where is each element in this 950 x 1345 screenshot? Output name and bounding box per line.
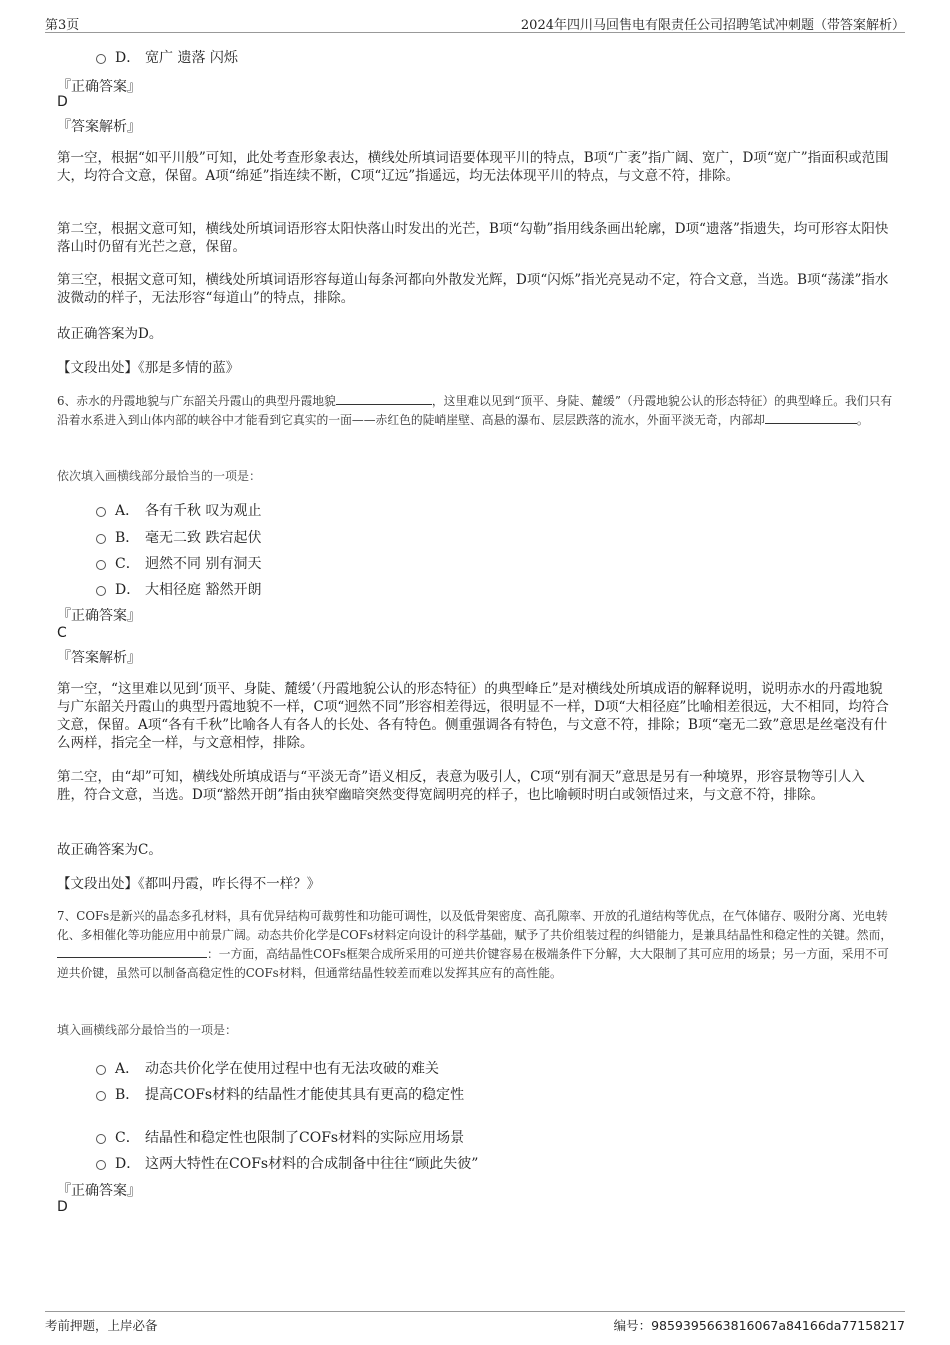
q6-source: 【文段出处】《都叫丹霞，咋长得不一样？》	[57, 876, 321, 892]
q7-answer-label: 『正确答案』	[57, 1183, 141, 1199]
q6-stem: 6、赤水的丹霞地貌与广东韶关丹霞山的典型丹霞地貌 ，这里难以见到“顶平、身陡、麓缓”（丹霞地貌公认的形态特征）的典型峰丘。我们只有沿着水系进入到山体内部的峡谷中才能看到它真实的一面——赤红色的陡峭崖壁、高悬的瀑布、层层跌落的流水，外面平淡无奇，内部却 。	[57, 394, 893, 427]
document-code: 编号：9859395663816067a84166da77158217	[613, 1318, 905, 1333]
q5-conclusion: 故正确答案为D。	[57, 326, 163, 342]
q7-instruction: 填入画横线部分最恰当的一项是：	[57, 1023, 238, 1037]
footer-slogan: 考前押题，上岸必备	[45, 1318, 158, 1333]
radio-icon[interactable]	[96, 54, 106, 64]
blank	[336, 392, 432, 405]
q6-answer-label: 『正确答案』	[57, 608, 141, 624]
page-header	[45, 12, 905, 33]
page-number: 第3页	[45, 18, 80, 33]
q6-option-b[interactable]: B． 毫无二致 跌宕起伏	[96, 527, 261, 547]
radio-icon[interactable]	[96, 534, 106, 544]
q7-option-d[interactable]: D． 这两大特性在COFs材料的合成制备中往往“顾此失彼”	[96, 1153, 478, 1173]
blank	[57, 945, 207, 958]
q5-answer: D	[57, 94, 68, 110]
q5-option-d[interactable]: D． 宽广 遗落 闪烁	[96, 47, 238, 67]
q6-option-a[interactable]: A． 各有千秋 叹为观止	[96, 500, 261, 520]
q7-option-a[interactable]: A． 动态共价化学在使用过程中也有无法攻破的难关	[96, 1058, 439, 1078]
q5-analysis-p1: 第一空，根据“如平川般”可知，此处考查形象表达，横线处所填词语要体现平川的特点，B项“广袤”指广阔、宽广，D项“宽广”指面积或范围大，均符合文意，保留。A项“绵延”指连续不断，C项“辽远”指遥远，均无法体现平川的特点，与文意不符，排除。	[57, 150, 889, 184]
document-title: 2024年四川马回售电有限责任公司招聘笔试冲刺题（带答案解析）	[520, 18, 905, 33]
q6-analysis-p2: 第二空，由“却”可知，横线处所填成语与“平淡无奇”语义相反，表意为吸引人，C项“别有洞天”意思是另有一种境界，形容景物等引人入胜，符合文意，当选。D项“豁然开朗”指由狭窄幽暗突然变得宽阔明亮的样子，也比喻顿时明白或领悟过来，与文意不符，排除。	[57, 769, 865, 803]
blank	[765, 411, 857, 424]
radio-icon[interactable]	[96, 507, 106, 517]
q7-stem: 7、COFs是新兴的晶态多孔材料，具有优异结构可裁剪性和功能可调性，以及低骨架密度、高孔隙率、开放的孔道结构等优点，在气体储存、吸附分离、光电转化、多相催化等功能应用中前景广阔。动态共价化学是COFs材料定向设计的科学基础，赋予了共价组装过程的纠错能力，是兼具结晶性和稳定性的关键。然而，：一方面，高结晶性COFs框架合成所采用的可逆共价键容易在极端条件下分解，大大限制了其可应用的场景；另一方面，采用不可逆共价键，虽然可以制备高稳定性的COFs材料，但通常结晶性较差而难以发挥其应有的高性能。	[57, 909, 893, 980]
radio-icon[interactable]	[96, 1065, 106, 1075]
page-footer	[45, 1311, 905, 1338]
radio-icon[interactable]	[96, 560, 106, 570]
q7-answer: D	[57, 1199, 68, 1215]
q6-answer: C	[57, 625, 67, 641]
q7-option-b[interactable]: B． 提高COFs材料的结晶性才能使其具有更高的稳定性	[96, 1084, 464, 1104]
radio-icon[interactable]	[96, 1160, 106, 1170]
q6-conclusion: 故正确答案为C。	[57, 842, 162, 858]
q5-analysis-p3: 第三空，根据文意可知，横线处所填词语形容每道山每条河都向外散发光辉，D项“闪烁”指光亮晃动不定，符合文意，当选。B项“荡漾”指水波微动的样子，无法形容“每道山”的特点，排除。	[57, 272, 889, 306]
q5-analysis-p2: 第二空，根据文意可知，横线处所填词语形容太阳快落山时发出的光芒，B项“勾勒”指用线条画出轮廓，D项“遗落”指遗失，均可形容太阳快落山时仍留有光芒之意，保留。	[57, 221, 889, 255]
q7-option-c[interactable]: C． 结晶性和稳定性也限制了COFs材料的实际应用场景	[96, 1127, 464, 1147]
q6-analysis-label: 『答案解析』	[57, 650, 141, 666]
q6-option-d[interactable]: D． 大相径庭 豁然开朗	[96, 579, 261, 599]
radio-icon[interactable]	[96, 586, 106, 596]
q5-analysis-label: 『答案解析』	[57, 119, 141, 135]
q6-analysis-p1: 第一空，“这里难以见到‘顶平、身陡、麓缓’（丹霞地貌公认的形态特征）的典型峰丘”是对横线处所填成语的解释说明，说明赤水的丹霞地貌与广东韶关丹霞山的典型丹霞地貌不一样，C项“迥然不同”形容相差得远，很明显不一样，D项“大相径庭”比喻相差很远，大不相同，均符合文意，保留。A项“各有千秋”比喻各人有各人的长处、各有特色。侧重强调各有特色，与文意不符，排除；B项“毫无二致”意思是丝毫没有什么两样，指完全一样，与文意相悖，排除。	[57, 681, 889, 751]
q5-answer-label: 『正确答案』	[57, 79, 141, 95]
radio-icon[interactable]	[96, 1134, 106, 1144]
radio-icon[interactable]	[96, 1091, 106, 1101]
q6-option-c[interactable]: C． 迥然不同 别有洞天	[96, 553, 261, 573]
q5-source: 【文段出处】《那是多情的蓝》	[57, 360, 240, 376]
q6-instruction: 依次填入画横线部分最恰当的一项是：	[57, 469, 262, 483]
